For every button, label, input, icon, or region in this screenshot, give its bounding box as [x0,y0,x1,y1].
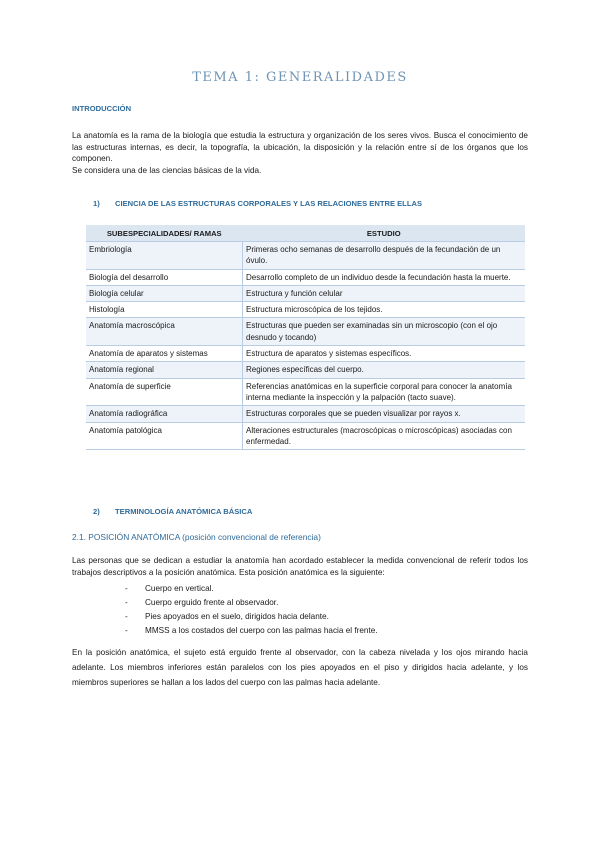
table-cell-rama: Histología [86,302,243,318]
posicion-list [125,582,378,638]
table-cell-rama: Anatomía macroscópica [86,318,243,346]
table-cell-estudio: Estructuras corporales que se pueden visualizar por rayos x. [243,406,526,422]
table-cell-rama: Embriología [86,242,243,270]
table-cell-estudio: Alteraciones estructurales (macroscópicas o microscópicas) asociadas con enfermedad. [243,422,526,450]
table-cell-estudio: Referencias anatómicas en la superficie corporal para conocer la anatomía interna mediante la inspección y la palpación (tacto suave). [243,378,526,406]
table-cell-estudio: Estructura microscópica de los tejidos. [243,302,526,318]
table-header-row [86,225,525,242]
intro-text: La anatomía es la rama de la biología que estudia la estructura y organización de los seres vivos. Busca el conocimiento de las estructuras internas, es decir, la topografía, la ubicación, la disposición y la relación entre sí de los órganos que los componen. [72,131,528,164]
table-cell-rama: Biología celular [86,285,243,301]
table-row [86,242,525,270]
intro-text-2: Se considera una de las ciencias básicas de la vida. [72,165,262,175]
intro-heading: INTRODUCCIÓN [72,104,132,113]
table-header-ramas: SUBESPECIALIDADES/ RAMAS [86,225,243,242]
table-cell-rama: Anatomía de superficie [86,378,243,406]
posicion-intro-paragraph: Las personas que se dedican a estudiar la anatomía han acordado establecer la medida convencional de referir todos los trabajos descriptivos a la posición anatómica. Esta posición anatómica es la siguiente: [72,556,528,577]
table-cell-estudio: Regiones específicas del cuerpo. [243,362,526,378]
table-cell-estudio: Estructura de aparatos y sistemas específicos. [243,346,526,362]
table-row [86,302,525,318]
table-cell-rama: Anatomía de aparatos y sistemas [86,346,243,362]
ramas-table [86,225,525,450]
section-2-title: TERMINOLOGÍA ANATÓMICA BÁSICA [115,507,253,516]
section-1-number: 1) [93,199,100,208]
section-2-heading [93,507,252,516]
intro-paragraph [72,130,528,176]
table-row [86,362,525,378]
table-cell-estudio: Desarrollo completo de un individuo desde la fecundación hasta la muerte. [243,269,526,285]
section-1-title: CIENCIA DE LAS ESTRUCTURAS CORPORALES Y LAS RELACIONES ENTRE ELLAS [115,199,423,208]
list-item: - Cuerpo erguido frente al observador. [125,596,378,610]
table-header-estudio: ESTUDIO [243,225,526,242]
page-title: TEMA 1: GENERALIDADES [192,70,408,85]
posicion-closing-paragraph: En la posición anatómica, el sujeto está erguido frente al observador, con la cabeza nivelada y los ojos mirando hacia adelante. Los miembros inferiores están paralelos con los pies apoyados en el piso y dirigidos hacia adelante, y los miembros superiores se hallan a los lados del cuerpo con las palmas hacia adelante. [72,648,528,687]
table-row [86,422,525,450]
list-item: - MMSS a los costados del cuerpo con las palmas hacia el frente. [125,624,378,638]
table-row [86,269,525,285]
section-2-1-heading: 2.1. POSICIÓN ANATÓMICA (posición convencional de referencia) [72,532,321,542]
table-cell-estudio: Estructura y función celular [243,285,526,301]
section-1-heading [93,199,422,208]
table-cell-rama: Anatomía radiográfica [86,406,243,422]
table-cell-rama: Biología del desarrollo [86,269,243,285]
table-row [86,378,525,406]
table-row [86,285,525,301]
table-cell-rama: Anatomía patológica [86,422,243,450]
section-2-number: 2) [93,507,100,516]
table-cell-estudio: Primeras ocho semanas de desarrollo después de la fecundación de un óvulo. [243,242,526,270]
list-item: - Pies apoyados en el suelo, dirigidos hacia delante. [125,610,378,624]
table-row [86,318,525,346]
table-cell-rama: Anatomía regional [86,362,243,378]
list-item: - Cuerpo en vertical. [125,582,378,596]
table-row [86,346,525,362]
table-row [86,406,525,422]
table-cell-estudio: Estructuras que pueden ser examinadas sin un microscopio (con el ojo desnudo y tocando) [243,318,526,346]
